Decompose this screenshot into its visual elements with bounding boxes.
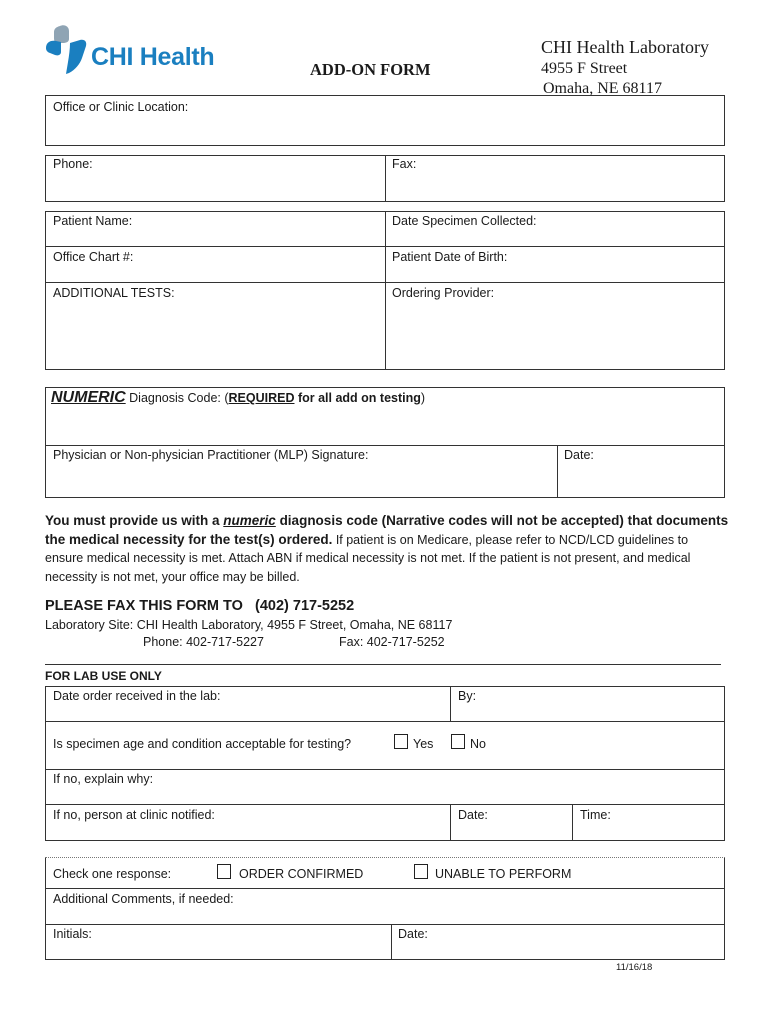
notice-line-4: necessity is not met, your office may be billed. xyxy=(45,569,300,584)
ordering-provider-label: Ordering Provider: xyxy=(392,286,495,300)
patient-dob-label: Patient Date of Birth: xyxy=(392,250,508,264)
lab-time-divider xyxy=(572,804,573,841)
lab-phone-text: Phone: 402-717-5227 xyxy=(143,635,264,649)
specimen-question-label: Is specimen age and condition acceptable for testing? xyxy=(53,737,352,751)
response-date-label: Date: xyxy=(398,927,428,941)
patient-info-divider xyxy=(385,211,386,370)
diagnosis-code-label xyxy=(51,389,425,407)
signature-date-label: Date: xyxy=(564,448,594,462)
lab-row-line-3 xyxy=(45,804,725,805)
brand-name: CHI Health xyxy=(91,43,215,71)
order-confirmed-checkbox[interactable] xyxy=(217,864,231,879)
initials-label: Initials: xyxy=(53,927,92,941)
form-title: ADD-ON FORM xyxy=(310,60,431,79)
unable-to-perform-checkbox[interactable] xyxy=(414,864,428,879)
explain-label: If no, explain why: xyxy=(53,772,154,786)
diagnosis-line xyxy=(45,445,725,446)
signature-label: Physician or Non-physician Practitioner (MLP) Signature: xyxy=(53,448,369,462)
phone-fax-divider xyxy=(385,155,386,202)
medical-necessity-notice xyxy=(45,512,735,586)
form-version: 11/16/18 xyxy=(616,962,653,973)
diagnosis-code-text: Diagnosis Code: ( xyxy=(125,391,229,405)
date-received-label: Date order received in the lab: xyxy=(53,689,221,703)
lab-time-label: Time: xyxy=(580,808,611,822)
response-line-1 xyxy=(45,888,725,889)
check-one-label: Check one response: xyxy=(53,867,172,881)
fax-heading xyxy=(45,598,354,614)
phone-label: Phone: xyxy=(53,157,93,171)
lab-use-heading: FOR LAB USE ONLY xyxy=(45,669,162,683)
patient-name-label: Patient Name: xyxy=(53,214,133,228)
fax-heading-text: PLEASE FAX THIS FORM TO xyxy=(45,598,243,614)
lab-site-text: Laboratory Site: CHI Health Laboratory, 4955 F Street, Omaha, NE 68117 xyxy=(45,618,453,632)
order-confirmed-label: ORDER CONFIRMED xyxy=(239,867,364,881)
lab-row-line-1 xyxy=(45,721,725,722)
notice-line-1: You must provide us with a numeric diagnosis code (Narrative codes will not be accepted) that documents xyxy=(45,513,729,528)
patient-row-line-1 xyxy=(45,246,725,247)
lab-row-line-2 xyxy=(45,769,725,770)
date-specimen-label: Date Specimen Collected: xyxy=(392,214,537,228)
yes-label: Yes xyxy=(413,737,434,751)
additional-tests-label: ADDITIONAL TESTS: xyxy=(53,286,175,300)
numeric-emphasis: NUMERIC xyxy=(51,389,126,406)
notice-line-3: ensure medical necessity is met. Attach ABN if medical necessity is not met. If the patient is not present, and medical xyxy=(45,551,691,565)
office-chart-label: Office Chart #: xyxy=(53,250,134,264)
chi-logo-mark-icon xyxy=(44,24,88,74)
diagnosis-close-paren: ) xyxy=(420,391,426,405)
lab-date-label: Date: xyxy=(458,808,488,822)
person-notified-label: If no, person at clinic notified: xyxy=(53,808,215,822)
by-label: By: xyxy=(458,689,477,703)
office-location-label: Office or Clinic Location: xyxy=(53,100,189,114)
unable-to-perform-label: UNABLE TO PERFORM xyxy=(435,867,572,881)
required-emphasis: REQUIRED xyxy=(228,391,295,405)
lab-name: CHI Health Laboratory xyxy=(541,37,709,57)
notice-line-2: the medical necessity for the test(s) ordered. If patient is on Medicare, please refer to NCD/LCD guidelines to xyxy=(45,531,689,547)
patient-row-line-2 xyxy=(45,282,725,283)
initials-divider xyxy=(391,924,392,960)
no-checkbox[interactable] xyxy=(451,734,465,749)
chi-health-logo xyxy=(44,24,219,76)
no-label: No xyxy=(470,737,486,751)
fax-number: (402) 717-5252 xyxy=(255,598,355,614)
response-line-2 xyxy=(45,924,725,925)
lab-city: Omaha, NE 68117 xyxy=(543,80,662,97)
signature-divider xyxy=(557,445,558,498)
comments-label: Additional Comments, if needed: xyxy=(53,892,234,906)
lab-date-divider xyxy=(450,804,451,841)
fax-label: Fax: xyxy=(392,157,417,171)
lab-street: 4955 F Street xyxy=(541,60,628,77)
yes-checkbox[interactable] xyxy=(394,734,408,749)
required-tail: for all add on testing xyxy=(294,391,421,405)
lab-section-separator xyxy=(45,664,721,665)
lab-by-divider xyxy=(450,686,451,721)
lab-fax-text: Fax: 402-717-5252 xyxy=(339,635,445,649)
